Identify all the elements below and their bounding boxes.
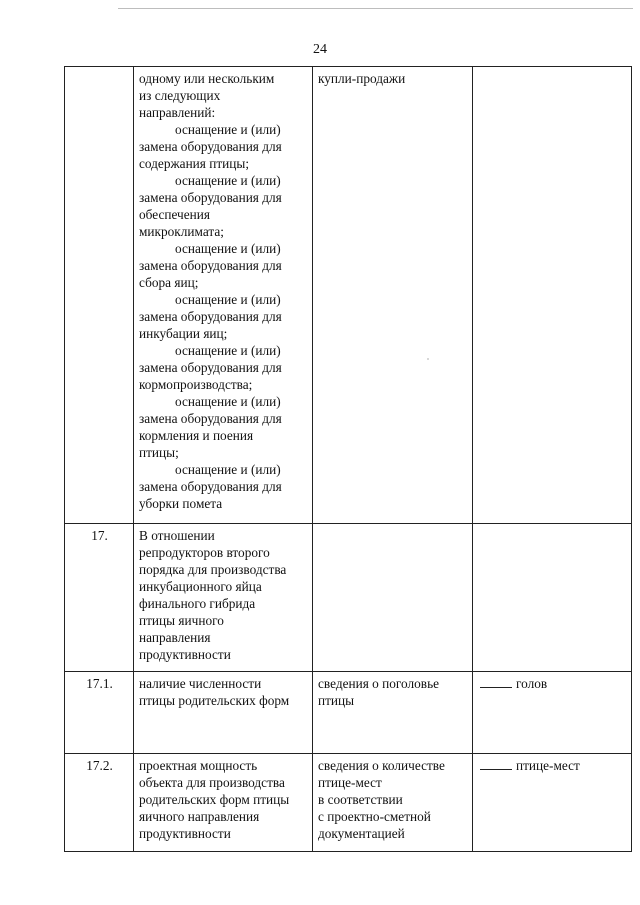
list-item-first-line: оснащение и (или) xyxy=(175,173,281,188)
page-number: 24 xyxy=(313,42,327,57)
indicator-line: родительских форм птицы xyxy=(139,792,290,807)
value-cell xyxy=(473,67,632,524)
document-line: сведения о поголовье xyxy=(318,676,440,691)
list-item-first-line: оснащение и (или) xyxy=(175,292,281,307)
indicator-cell xyxy=(134,672,313,754)
list-item-line: микроклимата; xyxy=(139,224,224,239)
row-number-cell: 17.1. xyxy=(65,672,134,754)
blank-fill-line xyxy=(480,768,512,770)
list-item-line: уборки помета xyxy=(139,496,223,511)
table-row xyxy=(65,754,632,852)
indicator-line: объекта для производства xyxy=(139,775,285,790)
indicator-line: направлений: xyxy=(139,105,216,120)
indicator-line: инкубационного яйца xyxy=(139,579,262,594)
list-item-line: обеспечения xyxy=(139,207,210,222)
indicator-line: проектная мощность xyxy=(139,758,258,773)
value-cell xyxy=(473,672,632,754)
list-item-line: замена оборудования для xyxy=(139,258,282,273)
documents-cell: купли-продажи xyxy=(313,67,473,524)
document-line: с проектно-сметной xyxy=(318,809,431,824)
document-line: птице-мест xyxy=(318,775,382,790)
list-item-line: замена оборудования для xyxy=(139,360,282,375)
list-item-line: замена оборудования для xyxy=(139,479,282,494)
table-row xyxy=(65,524,632,672)
list-item-first-line: оснащение и (или) xyxy=(175,122,281,137)
indicator-line: птицы яичного xyxy=(139,613,224,628)
list-item-first-line: оснащение и (или) xyxy=(175,394,281,409)
list-item-first-line: оснащение и (или) xyxy=(175,241,281,256)
documents-cell xyxy=(313,672,473,754)
list-item-line: кормопроизводства; xyxy=(139,377,253,392)
requirements-table xyxy=(64,66,632,852)
table-row xyxy=(65,67,632,524)
indicator-cell xyxy=(134,524,313,672)
indicator-line: яичного направления xyxy=(139,809,260,824)
documents-cell xyxy=(313,524,473,672)
indicator-line: из следующих xyxy=(139,88,221,103)
unit-label: птице-мест xyxy=(516,758,580,773)
document-line: сведения о количестве xyxy=(318,758,445,773)
value-cell xyxy=(473,524,632,672)
document-line: документацией xyxy=(318,826,405,841)
unit-label: голов xyxy=(516,676,548,691)
value-cell xyxy=(473,754,632,852)
document-line: птицы xyxy=(318,693,355,708)
document-line: в соответствии xyxy=(318,792,403,807)
list-item-line: кормления и поения xyxy=(139,428,254,443)
list-item-line: замена оборудования для xyxy=(139,309,282,324)
indicator-line: финального гибрида xyxy=(139,596,256,611)
row-number-cell: 17.2. xyxy=(65,754,134,852)
list-item-first-line: оснащение и (или) xyxy=(175,462,281,477)
indicator-line: одному или нескольким xyxy=(139,71,275,86)
indicator-cell xyxy=(134,754,313,852)
documents-cell xyxy=(313,754,473,852)
indicator-line: наличие численности xyxy=(139,676,262,691)
list-item-line: замена оборудования для xyxy=(139,139,282,154)
list-item-line: замена оборудования для xyxy=(139,190,282,205)
indicator-line: порядка для производства xyxy=(139,562,287,577)
list-item-line: сбора яиц; xyxy=(139,275,199,290)
list-item-first-line: оснащение и (или) xyxy=(175,343,281,358)
indicator-line: направления xyxy=(139,630,211,645)
indicator-line: В отношении xyxy=(139,528,215,543)
indicator-line: репродукторов второго xyxy=(139,545,270,560)
row-number-cell: 17. xyxy=(65,524,134,672)
indicator-cell xyxy=(134,67,313,524)
list-item-line: замена оборудования для xyxy=(139,411,282,426)
indicator-line: птицы родительских форм xyxy=(139,693,290,708)
list-item-line: содержания птицы; xyxy=(139,156,250,171)
indicator-line: продуктивности xyxy=(139,826,231,841)
list-item-line: птицы; xyxy=(139,445,179,460)
row-number-cell xyxy=(65,67,134,524)
blank-fill-line xyxy=(480,686,512,688)
top-rule xyxy=(118,8,633,9)
table-row xyxy=(65,672,632,754)
indicator-line: продуктивности xyxy=(139,647,231,662)
list-item-line: инкубации яиц; xyxy=(139,326,228,341)
